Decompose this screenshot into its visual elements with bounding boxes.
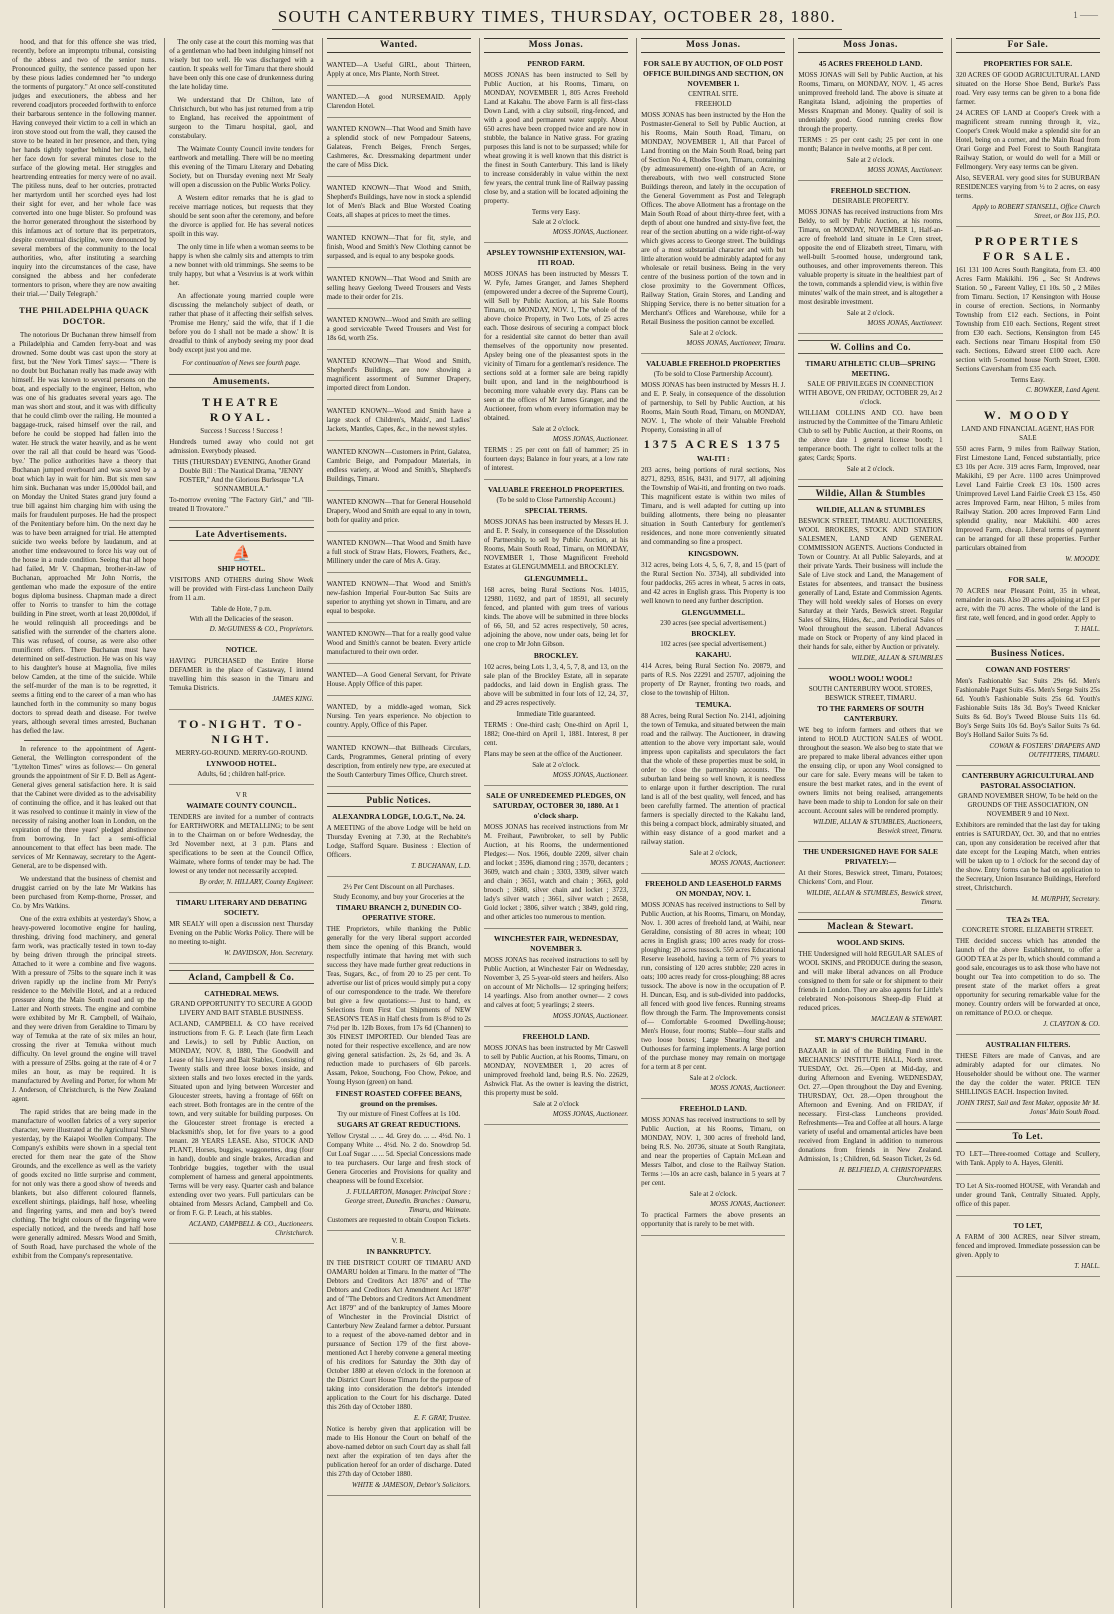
notice-ad bbox=[169, 643, 313, 710]
acland-body: ACLAND, CAMPBELL & CO have received instructions from F. G. P. Leach (late firm Leach and Lewis,) to sell by Public Auction, on MONDAY, NOV. 8, 1880, The Goodwill and Lease of his Livery and Bait Stables, Consisting of Twenty stalls and three loose boxes inside, and sixteen stalls and two loxes erected in the yards. Situated upon and lying between Worcester and Gloucester streets, having a frontage of 66ft on each street. Both frontages are in the centre of the town, and very suitable for building purposes. On the Gloucester street frontage is erected a blacksmith's shop, let for five years to a good tenant. 28 YEARS LEASE. Also, STOCK AND PLANT, Horses, buggies, waggonettes, drag (four in hand), double and single brakes, Arcadian and Tonbridge buggies, together with the usual complement of harness and general appointments. Terms will be very easy. Quarter cash and balance extending over two years. Full particulars can be obtained from Messrs Acland, Campbell and Co. or from F. G. P. Leach, at his stables. bbox=[169, 1020, 314, 1217]
temuka-signature: MOSS JONAS, Auctioneer. bbox=[710, 859, 786, 867]
privately-heading: THE UNDERSIGNED HAVE FOR SALE PRIVATELY:— bbox=[803, 847, 938, 866]
crown-monogram: V R bbox=[235, 791, 248, 799]
column-header-wanted: Wanted. bbox=[327, 38, 471, 53]
article-paragraph: In reference to the appointment of Agent-General, the Wellington correspondent of the "Lyttelton Times" wires as follows:— On general grounds the appointment of Sir F. D. Bell as Agent-General gives general satisfaction here. It is said that the Cabinet were divided as to the advisability of continuing the office, and it has leaked out that it was resolved to continue it mainly in view of the necessity of raising another loan in London, on the expiration of the three years' pledged abstinence from borrowing. In fact a semi-official announcement to that effect has been made. The services of Mr Kennaway, secretary to the Agent-General, are to be dispensed with. bbox=[12, 745, 157, 870]
freehold-45-terms: TERMS : 25 per cent cash; 25 per cent in one month; Balance in twelve months, at 8 per cent. bbox=[798, 136, 943, 153]
news-paragraph: We understand that Dr Chilton, late of Christchurch, but who has just returned from a trip to England, has received the appointment of surgeon to the Timaru hospital, gaol, and constabulary. bbox=[169, 96, 314, 140]
cooperative-store-ad bbox=[327, 880, 471, 1231]
theatre-ad bbox=[169, 391, 313, 521]
privately-signature: WILDIE, ALLAN & STUMBLES, Beswick street, Timaru. bbox=[806, 889, 943, 906]
section-title-to-let: To Let. bbox=[956, 1129, 1100, 1143]
agricultural-signature: M. MURPHY, Secretary. bbox=[1031, 895, 1100, 903]
wanted-ad bbox=[327, 699, 471, 737]
apsley-sale: Sale at 2 o'clock. bbox=[532, 425, 580, 433]
post-office-sale-ad bbox=[641, 57, 785, 354]
properties-2-signature: C. BOWKER, Land Agent. bbox=[1025, 386, 1100, 394]
kingsdown-body: 312 acres, being Lots 4, 5, 6, 7, 8, and 15 (part of the Rural Section No. 3734), all subdivided into four paddocks, 265 acres in wheat, 5 acres in oats, and 42 acres in English grass. This Property is too well known to need any further description. bbox=[641, 561, 786, 605]
valuable-sub: (To be sold to Close Partnership Account). bbox=[653, 370, 773, 378]
divider bbox=[24, 740, 144, 741]
cowan-signature: COWAN & FOSTERS' DRAPERS AND OUTFITTERS, TIMARU. bbox=[989, 742, 1100, 759]
bankruptcy-signature: E. F. GRAY, Trustee. bbox=[413, 1414, 471, 1422]
freehold-section-ad bbox=[798, 184, 942, 334]
terms-body: TERMS : One-third cash; One-third on April 1, 1882; One-third on April 1, 1881. Interest, 8 per cent. bbox=[483, 721, 629, 747]
wanted-text: WANTED KNOWN—That Wood and Smith are selling heavy Geelong Tweed Trousers and Vests made to their order for 21s. bbox=[326, 275, 471, 301]
tea-ad bbox=[956, 913, 1100, 1035]
theatre-evening: THIS (THURSDAY) EVENING, Another Grand Double Bill : The Nautical Drama, "JENNY FOSTER," And the Glorious Burlesque "LA SONNAMBULA." bbox=[172, 458, 311, 493]
agricultural-show: GRAND NOVEMBER SHOW, To be held on the GROUNDS OF THE ASSOCIATION, ON NOVEMBER 9 and 10 Next. bbox=[958, 792, 1098, 818]
column-4 bbox=[479, 38, 632, 1608]
leasehold-farms-ad bbox=[641, 877, 785, 1099]
wanted-text: WANTED KNOWN—Wood and Smith have a large stock of Children's, Maids', and Ladies' Jackets, Mantles, Capes, &c., in the newest styles. bbox=[326, 407, 471, 433]
tea-signature: J. CLAYTON & CO. bbox=[1043, 1020, 1100, 1028]
news-paragraph: The only time in life when a woman seems to be happy is when she calmly sits and attempts to trim a new bonnet with old trimmings. She seems to be truly happy, but what a Vesuvius is at work within her. bbox=[169, 243, 314, 287]
to-let-signature: T. HALL. bbox=[1074, 1262, 1100, 1270]
waimate-ad bbox=[169, 788, 313, 893]
cowan-fosters-ad bbox=[956, 663, 1100, 766]
theatre-heading: THEATRE ROYAL. bbox=[202, 395, 281, 424]
properties-apply: Apply to ROBERT STANSELL, Office Church Street, or Box 115, P.O. bbox=[972, 203, 1100, 220]
coffee-heading: FINEST ROASTED COFFEE BEANS, ground on the premises. bbox=[335, 1089, 462, 1108]
article-paragraph: One of the extra exhibits at yesterday's Show, a heavy-powered locomotive engine for hauling, threshing, driving food machinery, and general farm work, was practically tested in town to-day by being driven through the principal streets. Attached to it were a combine and five wagons. With a pressure of 75lbs to the square inch it was driven rapidly up the incline from Mr Perry's residence to the Melville Hotel, and at a reduced pressure along the Main South road and up the Latter and North streets. The engine and combine were exhibited by Mr R. Campbell, of Waihaio, and they were driven from Geraldine to Timaru by way of Temuka at the rate of six miles an hour, crossing the river at Temuka without much difficulty. On level ground the engine will travel with a pressure of 25lbs. going at the rate of 4 or 7 miles an hour, as may be required. It is manufactured by Aveling and Porter, for whom Mr J. Anderson, of Christchurch, is the New Zealand agent. bbox=[12, 915, 157, 1103]
maclean-ad bbox=[798, 936, 942, 1030]
wanted-ad bbox=[327, 667, 471, 696]
athletic-body: WILLIAM COLLINS AND CO. have been instructed by the Committee of the Timaru Athletic Club to sell by Public Auction, at their Rooms, on the above date 1 general license booth; 1 temperance booth. The right to collect tolls at the gates; Cards; Sports. bbox=[798, 409, 943, 462]
freehold-sale: Sale at 2 o'clock. bbox=[689, 1190, 738, 1198]
leasehold-signature: MOSS JONAS, Auctioneer. bbox=[710, 1084, 786, 1092]
bankruptcy-signature-2: WHITE & JAMESON, Debtor's Solicitors. bbox=[351, 1481, 471, 1489]
moody-heading: W. MOODY bbox=[983, 408, 1072, 422]
special-terms: SPECIAL TERMS. bbox=[524, 506, 588, 515]
wildie-ad bbox=[798, 503, 942, 669]
wool-to-farmers: TO THE FARMERS OF SOUTH CANTERBURY. bbox=[817, 704, 924, 723]
wildie-signature: WILDIE, ALLAN & STUMBLES bbox=[851, 654, 943, 662]
post-office-signature: MOSS JONAS, Auctioneer, Timaru. bbox=[686, 339, 786, 347]
leasehold-body: MOSS JONAS has received instructions to Sell by Public Auction, at his Rooms, Timaru, on Monday, Nov. 1. 300 acres of freehold land, at Waihi, near Geraldine, consisting of 80 acres in wheat; 100 acres in English grass; 100 acres ready for cross-ploughing; 20 acres tussock. 550 acres Educational Reserve leasehold, having a term of 7½ years to run, consisting of 120 acres stubble; 220 acres in oats; 100 acres ready for cross-ploughing; 88 acres tussock. The above is now in the occupation of P. H. Duncan, Esq, and is sub-divided into paddocks, all fenced with good live fences. Running streams flow through the Farm. The Improvements consist of— Comfortable 6-roomed Dwelling-house; Men's House, four rooms; Stable—four stalls and two loose boxes; Large Shearing Shed and Outhouses for farming implements. A large portion of the purchase money may remain on mortgage for a term at 8 per cent. bbox=[641, 901, 786, 1071]
athletic-sale: Sale at 2 o'clock. bbox=[846, 465, 895, 473]
article-paragraph: We understand that the business of chemist and druggist carried on by the late Mr Watkins has been purchased from Kemp-thorne, Prosser, and Co. by Mrs Watkins. bbox=[12, 875, 157, 910]
to-let-text: TO Let A Six-roomed HOUSE, with Verandah and under ground Tank, Centrally Situated. Apply, office of this paper. bbox=[955, 1182, 1100, 1208]
wool-signature: WILDIE, ALLAN & STUMBLES, Auctioneers, Beswick street, Timaru. bbox=[812, 818, 943, 835]
freehold-signature: MOSS JONAS, Auctioneer. bbox=[552, 1110, 629, 1118]
acres-banner: 1375 ACRES 1375 bbox=[643, 437, 783, 451]
for-sale-70-ad bbox=[956, 573, 1100, 640]
wanted-text: WANTED KNOWN—That for General Household Drapery, Wood and Smith are equal to any in town, both for quality and price. bbox=[326, 498, 471, 524]
valuable-heading: VALUABLE FREEHOLD PROPERTIES. bbox=[487, 485, 625, 494]
wanted-ad bbox=[327, 353, 471, 400]
column-header-moss-jonas: Moss Jonas. bbox=[484, 38, 628, 53]
agricultural-body: Exhibitors are reminded that the last day for taking entries is SATURDAY, Oct. 30, and that no entries can, upon any consideration be received after that date except for the Leaping Match, when entries will be taken up to 1 o'clock for the second day of the show. Entry forms can be had on application to the Secretary, Union Insurance Buildings, Hereford street, Christchurch. bbox=[955, 821, 1100, 892]
bankruptcy-heading: IN BANKRUPTCY. bbox=[366, 1247, 431, 1256]
cathedral-heading: CATHEDRAL MEWS. bbox=[204, 989, 279, 998]
valuable-heading: VALUABLE FREEHOLD PROPERTIES bbox=[646, 359, 781, 368]
wanted-ad bbox=[327, 271, 471, 309]
ship-hotel-delicacies: With all the Delicacies of the season. bbox=[189, 615, 294, 623]
section-title-late-ads: Late Advertisements. bbox=[169, 527, 313, 541]
agricultural-heading: CANTERBURY AGRICULTURAL AND PASTORAL ASSOCIATION. bbox=[961, 771, 1094, 790]
wanted-text: WANTED KNOWN—That Wood and Smith, Shepherd's Buildings, have now in stock a splendid lot of Men's Black and Blue Worsted Coating Coats, all shapes at prices to meet the times. bbox=[326, 184, 471, 219]
freehold-sale: Sale at 2 o'clock bbox=[533, 1100, 579, 1108]
properties-2-ad bbox=[956, 230, 1100, 401]
wanted-text: WANTED KNOWN—Customers in Print, Galatea, Cambric Beige, and Pompadour Materials, in endless variety, at Wood and Smith's, Shepherd's Buildings, Timaru. bbox=[326, 448, 471, 483]
properties-2-terms: Terms Easy. bbox=[1010, 376, 1045, 384]
coffee-body: Try our mixture of Finest Coffees at 1s 10d. bbox=[337, 1110, 461, 1118]
glengummell-body: 168 acres, being Rural Sections Nos. 14015, 12980, 11692, and part of 18591, all securely fenced, and planted with gum trees of various kinds. The above will be submitted in three blocks of 66, 50, and 52 acres respectively, 50 acres, adjoining the above, now under oats, being let for one crop to Mr John Gibson. bbox=[483, 586, 629, 648]
to-let-farm-ad bbox=[956, 1219, 1100, 1277]
waimate-signature: By order, N. HILLARY, County Engineer. bbox=[199, 878, 314, 886]
apsley-body: MOSS JONAS has been instructed by Messrs T. W. Pyfe, James Granger, and James Shepherd (empowered under a decree of the Supreme Court), will Sell by Public Auction, at his Sale Rooms Timaru, on MONDAY, NOV. 1, The whole of the above choice Property, in Two Lots, of 25 acres each. Those desirous of securing a compact block for a residential site cannot do better than avail themselves of the opportunity now presented. Apsley being one of the pleasantest spots in the vicinity of Timaru for a gentleman's residence. The sections sold at a former sale are being rapidly built upon, and land in the neighbourhood is becoming more valuable every day. Plans can be seen at the offices of Mr James Granger, and the Auctioneer, from whom every information may be obtained. bbox=[483, 270, 629, 422]
post-office-heading: FOR SALE BY AUCTION, OF OLD POST OFFICE BUILDINGS AND SECTION, ON NOVEMBER 1. bbox=[642, 59, 784, 88]
waimate-body: TENDERS are invited for a number of contracts for EARTHWORK and METALLING; to be sent in to the Chairman on or before Wednesday, the 3rd November next, at 3 p.m. Plans and specifications to be seen at the Council Office, Waimate, where forms of tender may be had. The lowest or any tender not necessarily accepted. bbox=[169, 813, 314, 875]
properties-24: 24 ACRES OF LAND at Cooper's Creek with a magnificent stream running through it, viz., Cooper's Creek Would make a splendid site for an Hotel, being on a corner, and the Main Road from Orari Gorge and Peel Forest to South Rangitata Railway Station, or would do well for a Mill or Fellmongery. Very easy terms can be given. bbox=[955, 109, 1100, 171]
freehold-heading: FREEHOLD LAND. bbox=[679, 1104, 747, 1113]
waimate-heading: WAIMATE COUNTY COUNCIL. bbox=[186, 801, 297, 810]
filters-ad bbox=[956, 1038, 1100, 1123]
ship-hotel-body: VISITORS AND OTHERS during Show Week will be provided with First-class Luncheon Daily from 11 a.m. bbox=[169, 576, 314, 602]
literary-ad bbox=[169, 896, 313, 964]
grand-opportunity: GRAND OPPORTUNITY TO SECURE A GOOD LIVERY AND BAIT STABLE BUSINESS. bbox=[170, 1000, 313, 1017]
freehold-land-ad bbox=[641, 1102, 785, 1236]
winchester-ad bbox=[484, 932, 628, 1027]
moody-signature: W. MOODY. bbox=[1065, 555, 1100, 563]
properties-320: 320 ACRES OF GOOD AGRICULTURAL LAND situated on the Horse Shoe Bend, Burke's Pass road. Very easy terms can be given to a bona fide farmer. bbox=[955, 71, 1100, 106]
freehold-heading: FREEHOLD LAND. bbox=[522, 1032, 590, 1041]
moody-body: 550 acres Farm, 9 miles from Railway Station, First Limestone Land, Fenced substantially, price £3 10s per Acre. 319 acres Farm, Improved, near Makikihi, £9 per Acre. 1100 acres Unimproved Level Land Fairlie Creek £3 10s. 1500 acres Unimproved Level Land Fairlie Creek £3 15s. 450 acres Improved Farm, near Hilton, 5 miles from Railway Station. 200 acres Improved Farm Lind splendid quality, near Makikihi. 400 acres Improved Farm, cheap. Liberal terms of payment can be arranged for all these properties. Further particulars obtained from bbox=[955, 445, 1100, 552]
brockley-heading: BROCKLEY. bbox=[533, 651, 579, 660]
alexandra-heading: ALEXANDRA LODGE, I.O.G.T., No. 24. bbox=[332, 812, 466, 821]
freehold-signature: MOSS JONAS, Auctioneer. bbox=[710, 1200, 786, 1208]
privately-ad bbox=[798, 845, 942, 913]
waiiti-body: 203 acres, being portions of rural sections, Nos 8271, 8293, 8516, 8431, and 9177, all adjoining the Township of Wai-iti, and fronting on two roads. This magnificent estate is within two miles of Timaru, and is well adapted for cutting up into building allotments, there being no pleasanter situation in South Canterbury for gentlemen's residences, and none more conveniently situated and commanding so fine a prospect. bbox=[641, 466, 786, 546]
lynwood-heading: LYNWOOD HOTEL. bbox=[206, 759, 277, 768]
tea-body: THE decided success which has attended the launch of the above Establishment, to offer a GOOD TEA at 2s per lb, which should command a good sale, encourages us to ask those who have not bought our Tea into competition to do so. The present state of the market offers a great opportunity for securing remarkable value for the money. Country orders will be forwarded at once, on remittance of P.O.O. or cheque. bbox=[955, 937, 1100, 1017]
discount-line: 2½ Per Cent Discount on all Purchases. bbox=[343, 883, 455, 891]
article-paragraph: The rapid strides that are being made in the manufacture of woollen fabrics of a very superior character, were illustrated at the Agricultural Show yesterday, by the Kaiapoi Woollen Company. The Company's exhibits were shown in a special tent erected for them near the gate of the Show Grounds, and the excellence as well as the variety of goods excited no little surprise and comment, for not only was there a good show of tweeds and blankets, but also different coloured flannels, excellent shirtings, plaidings, half hose, wheeling and fingering yarns, and men and boy's tweed clothing. The bright colours of the fingering were especially noticed, and the tweeds and half hose were generally admired. Messrs Wood and Smith, of South Road, have purchased the whole of the exhibit from the Company's representative. bbox=[12, 1108, 157, 1260]
literary-signature: W. DAVIDSON, Hon. Secretary. bbox=[224, 949, 314, 957]
wanted-ad bbox=[327, 535, 471, 573]
ship-hotel-heading: SHIP HOTEL. bbox=[217, 564, 266, 573]
column-1 bbox=[12, 38, 160, 1608]
sugars-body: Yellow Crystal ... ... 4d. Grey do. ... ... 4½d. No. 1 Company White ... 4½d. No. 2 do. Snowdrop 5d. Cut Loaf Sugar ... ... 5d. Special Concessions made to tea purchasers. Our large and fresh stock of Genera Groceries and Provisions for quality and cheapness will be found Excelsior. bbox=[326, 1132, 471, 1185]
temuka-sale: Sale at 2 o'clock, bbox=[689, 849, 738, 857]
ship-icon: ⛵ bbox=[231, 546, 252, 563]
to-let-body: A FARM of 300 ACRES, near Silver stream, fenced and improved. Immediate possession can be given. Apply to bbox=[955, 1233, 1100, 1259]
church-body: BAZAAR in aid of the Building Fund in the MECHANICS' INSTITUTE HALL, North street. TUESDAY, Oct. 26.—Open at Mid-day, and during Afternoon and Evening. WEDNESDAY, Oct. 27.—Open throughout the Day and Evening. THURSDAY, Oct. 28.—Open throughout the Afternoon and Evening. And on FRIDAY, if necessary. First-class Luncheons provided. Refreshments—Tea and Coffee at all hours. A large variety of useful and ornamental articles have been received from England in addition to numerous donations from friends in New Zealand. Admission, 1s ; Children, 6d. Season Ticket, 2s 6d. bbox=[798, 1047, 943, 1163]
kingsdown-heading: KINGSDOWN. bbox=[688, 549, 739, 558]
section-title-public-notices: Public Notices. bbox=[327, 793, 471, 807]
theatre-tomorrow: To-morrow evening "The Factory Girl," and "Ill-treated Il Trovatore." bbox=[169, 496, 314, 513]
freehold-section-signature: MOSS JONAS, Auctioneer. bbox=[867, 319, 943, 327]
wanted-ad bbox=[327, 312, 471, 350]
column-6 bbox=[793, 38, 946, 1608]
to-let-ad bbox=[956, 1178, 1100, 1216]
news-paragraph: The Waimate County Council invite tenders for earthwork and metalling. There will be no meeting this evening of the Timaru Literary and Debating Society, but on Thursday evening next Mr Sealy will open a discussion on the Public Works Policy. bbox=[169, 145, 314, 189]
wanted-text: WANTED KNOWN—That for fit, style, and finish, Wood and Smith's New Clothing cannot be surpassed, and is equal to any bespoke goods. bbox=[326, 234, 471, 260]
literary-heading: TIMARU LITERARY AND DEBATING SOCIETY. bbox=[175, 898, 308, 917]
bankruptcy-notice: Notice is hereby given that application will be made to His Honour the Court on behalf of the above-named debtor on such Court day as shall fall next after the expiration of ten days after the publication hereof for an order of discharge. Dated this 27th day of October 1880. bbox=[326, 1425, 471, 1478]
continuation-note: For continuation of News see fourth page. bbox=[182, 359, 301, 367]
moody-ad bbox=[956, 404, 1100, 570]
apsley-heading: APSLEY TOWNSHIP EXTENSION, WAI-ITI ROAD. bbox=[486, 248, 626, 267]
news-paragraph: An affectionate young married couple were discussing the melancholy subject of death, or rather that phase of it affecting their selfish selves. 'Promise me Henry,' said the wife, that if I die before you do I shall not be made a show.' It is dreadful to think of anybody seeing my poor dead body except just you and me. bbox=[169, 292, 314, 354]
penrod-terms: Terms very Easy. bbox=[531, 208, 581, 216]
wanted-ad bbox=[327, 494, 471, 532]
wanted-ad bbox=[327, 57, 471, 86]
alexandra-signature: T. BUCHANAN, L.D. bbox=[411, 862, 471, 870]
penrod-signature: MOSS JONAS, Auctioneer. bbox=[552, 228, 629, 236]
leasehold-heading: FREEHOLD AND LEASEHOLD FARMS ON MONDAY, NOV. 1. bbox=[645, 879, 782, 898]
penrod-heading: PENROD FARM. bbox=[527, 59, 585, 68]
lynwood-body: Adults, 6d ; children half-price. bbox=[197, 770, 286, 778]
section-title-maclean: Maclean & Stewart. bbox=[798, 919, 942, 933]
church-heading: ST. MARY'S CHURCH TIMARU. bbox=[814, 1035, 927, 1044]
valuable-properties-ad bbox=[484, 483, 628, 786]
filters-signature: JOHN TRIST, Sail and Tent Maker, opposite Mr M. Jonas' Main South Road. bbox=[956, 1099, 1100, 1116]
ship-hotel-ad bbox=[169, 544, 313, 640]
freehold-land-ad bbox=[484, 1030, 628, 1125]
theatre-success: Success ! Success ! Success ! bbox=[200, 427, 283, 435]
crown-monogram: V. R. bbox=[391, 1237, 406, 1245]
tonight-heading: TO-NIGHT. TO-NIGHT. bbox=[178, 717, 305, 746]
penrod-sale: Sale at 2 o'clock. bbox=[532, 218, 580, 226]
brockley-heading: BROCKLEY. bbox=[691, 629, 736, 638]
wildie-heading: WILDIE, ALLAN & STUMBLES bbox=[815, 505, 926, 514]
bankruptcy-body: IN THE DISTRICT COURT OF TIMARU AND OAMARU holden at Timaru. In the matter of "The Debtors and Creditors Act 1876" and of "The Debtors and Creditors Act Amendment Act 1878" and of "The Debtors and Creditors Act Amendment Act 1879" and of the bankruptcy of James Moore of Winchester in the Provincial District of Canterbury New Zealand farmer a debtor. Pursuant to a request of the above-named debtor and in pursuance of Section 179 of the first above-mentioned Act I hereby convene a general meeting of his creditors for Saturday the 30th day of October 1880 at eleven o'clock in the forenoon at the District Court House Timaru for the purpose of taking into consideration the debtor's intended application to the Court for his discharge. Dated this 26th day of October 1880. bbox=[326, 1259, 471, 1411]
freehold-45-sale: Sale at 2 o'clock. bbox=[846, 156, 895, 164]
acland-ad bbox=[169, 987, 313, 1244]
freehold-section-sale: Sale at 2 o'clock. bbox=[846, 309, 895, 317]
leasehold-sale: Sale at 2 o'clock. bbox=[689, 1074, 738, 1082]
sale-time: Sale at 2 o'clock. bbox=[532, 761, 580, 769]
freehold-section-body: MOSS JONAS has received instructions from Mrs Beldy, to sell by Public Auction, at his rooms, Timaru, on MONDAY, NOVEMBER 1, Half-an-acre of freehold land situate in Le Cren street, opposite the end of Elizabeth street, Timaru, with well-built 5-roomed house, underground tank, outhouses, and other improvements thereon. This valuable property is situate in the healthiest part of the town, commands a splendid view, is within five minutes' walk of the main street, and is altogether a most desirable investment. bbox=[798, 208, 943, 306]
column-5 bbox=[636, 38, 789, 1608]
economy-line: Study Economy, and buy your Groceries at the bbox=[333, 893, 465, 901]
freehold-practical: To practical Farmers the above presents an opportunity that is rarely to be met with. bbox=[641, 1211, 786, 1228]
for-sale-body: 70 ACRES near Pleasant Point, 35 in wheat, remainder in oats. Also 20 acres adjoining at £3 per acre, with the 70 acres. The whole of the land is first rate, well fenced, and in good order. Apply to bbox=[955, 587, 1100, 622]
wanted-text: WANTED.—A good NURSEMAID. Apply Clarendon Hotel. bbox=[326, 93, 471, 110]
glengummell-heading: GLENGUMMELL. bbox=[524, 574, 588, 583]
central-site: CENTRAL SITE. bbox=[688, 90, 739, 98]
cowan-body: Men's Fashionable Sac Suits 29s 6d. Men's Fashionable Paget Suits 45s. Men's Serge Suits 25s 6d. Youth's Fashionable Suits 25s 6d. Youth's Fashionable Suits 18s 3d. Boy's Tweed Knicker Suits 8s 6d. Boy's Tweed Blouse Suits 11s 6d. Boy's Serge Suits 10s 6d. Boy's Sailor Suits 7s 6d. Boy's Holland Sailor Suits 7s 6d. bbox=[955, 677, 1100, 739]
wanted-ad bbox=[327, 89, 471, 118]
coupon-line: Customers are requested to obtain Coupon Tickets. bbox=[327, 1216, 471, 1224]
wanted-text: WANTED—A Useful GIRL, about Thirteen, Apply at once, Mrs Plante, North Street. bbox=[326, 61, 471, 78]
athletic-heading: TIMARU ATHLETIC CLUB—SPRING MEETING. bbox=[805, 359, 936, 378]
to-let-text: TO LET—Three-roomed Cottage and Scullery, with Tank. Apply to A. Hayes, Gleniti. bbox=[955, 1150, 1100, 1167]
acland-signature: ACLAND, CAMPBELL & CO., Auctioneers. Christchurch. bbox=[188, 1220, 314, 1237]
column-header-moss-jonas: Moss Jonas. bbox=[798, 38, 942, 53]
freehold-45-signature: MOSS JONAS, Auctioneer. bbox=[867, 166, 943, 174]
apsley-terms: TERMS : 25 per cent on fall of hammer; 25 in fourteen days; Balance in four years, at a low rate of interest. bbox=[483, 446, 629, 472]
winchester-heading: WINCHESTER FAIR, WEDNESDAY, NOVEMBER 3. bbox=[493, 934, 619, 953]
maclean-body: THE Undersigned will hold REGULAR SALES of WOOL SKINS, and PRODUCE during the season, and will make liberal advances on all Produce consigned to them for sale or for shipment to their friends in London. They are also agents for Little's celebrated Non-poisonous Sheep-dip Fluid at reduced prices. bbox=[798, 950, 943, 1012]
wanted-text: WANTED KNOWN—That Wood and Smith, Shepherd's Buildings, are now showing a magnificent assortment of Summer Drapery, imported direct from London. bbox=[326, 357, 471, 392]
notice-signature: JAMES KING. bbox=[272, 695, 314, 703]
properties-2-body: 161 131 100 Acres South Rangitata, from £3. 400 Acres Farm Makikihi. 196 „ Sec St Andrews Station. 50 „ Fareent Valley, £1 10s. 50 „ 2 Miles from Timaru. Section, 17 Kensington with House in course of erection. Sections, in Normanby Township from £12 each. Sections, in Point Township from £10 each. Sections, Regent street from £30 each. Sections, Kensington from £45 each. Sections near Timaru Hospital from £50 each. Sections, Edward street £100 each. Acre section with 5-roomed house North Street, £300. Sections Caversham from £35 each. bbox=[955, 266, 1100, 373]
pledges-ad bbox=[484, 789, 628, 929]
wanted-text: WANTED KNOWN—That Wood and Smith have a splendid stock of new Pompadour Sateens, Galateas, French Beiges, French Serges, Cashmeres, &c. Dressmaking department under the care of Miss Dick. bbox=[326, 125, 471, 169]
ship-hotel-signature: D. McGUINESS & CO., Proprietors. bbox=[209, 625, 314, 633]
kakahu-heading: KAKAHU. bbox=[695, 650, 732, 659]
freehold-45-body: MOSS JONAS will Sell by Public Auction, at his Rooms, Timaru, on MONDAY, NOV. 1, 45 acres unimproved freehold land. The above is situate at Rangitata Island, adjoining the properties of Messrs Knapman and Money. Quality of soil is undeniably good. Good running creeks flow through the property. bbox=[798, 71, 943, 133]
ship-hotel-table: Table de Hote, 7 p.m. bbox=[211, 605, 272, 613]
alexandra-lodge-ad bbox=[327, 810, 471, 877]
section-title-business: Business Notices. bbox=[956, 646, 1100, 660]
title-guaranteed: Immediate Title guaranteed. bbox=[516, 710, 596, 718]
glengummell-body: 230 acres (see special advertisement.) bbox=[660, 619, 767, 627]
post-office-sale: Sale at 2 o'clock. bbox=[689, 329, 738, 337]
wanted-ad bbox=[327, 740, 471, 787]
article-headline: THE PHILADELPHIA QUACK DOCTOR. bbox=[19, 305, 150, 326]
filters-heading: AUSTRALIAN FILTERS. bbox=[985, 1040, 1071, 1049]
alexandra-body: A MEETING of the above Lodge will be held on Thursday Evening at 7.30, at the Rechabite's Lodge, Stafford Square. Business : Election of Officers. bbox=[326, 824, 471, 859]
church-signature: H. BELFIELD, A. CHRISTOPHERS. Churchwardens. bbox=[838, 1166, 943, 1183]
pledges-heading: SALE OF UNREDEEMED PLEDGES, ON SATURDAY, OCTOBER 30, 1880. At 1 o'clock sharp. bbox=[486, 791, 626, 820]
dunedin-heading: TIMARU BRANCH 2, DUNEDIN CO-OPERATIVE STORE. bbox=[335, 903, 462, 922]
article-paragraph: hood, and that for this offence she was tried, recently, before an impromptu tribunal, consisting of the abbess and two of the senior nuns. Pronounced guilty, the sentence passed upon her by these pious ladies condemned her "to undergo the torments of purgatory." At once self-constituted judges and executioners, the abbess and her reverend coadjutors proceeded forthwith to enforce their barbarous sentence in the following manner. Having conveyed their victim to a cell in which an iron stove stood out from the wall, they caused the stove to be heated in her presence, and then, tying her hands tightly together behind her back, held her face down for several minutes close to the surface of the glowing metal. Her struggles and heartrending entreaties for mercy were of no avail. The pitiless nuns, deaf to her outcries, protracted her martyrdom until her scorched eyes had lost their sight for ever, and her whole face was converted into one huge blister. So profound was the horror generated throughout the sisterhood by this infamous act of torture that its perpetrators, despite conventual discipline, were denounced by several members of the community to the local authorities, who, after instituting a searching inquiry into the circumstances of the case, have consigned the abbess and her confederate tormentors to prison, where they are now awaiting their trial.—' Daily Telegraph.' bbox=[12, 38, 157, 298]
plans-note: Plans may be seen at the office of the Auctioneer. bbox=[483, 750, 623, 758]
wanted-ad bbox=[327, 230, 471, 268]
section-title-collins: W. Collins and Co. bbox=[798, 340, 942, 354]
theatre-body: Hundreds turned away who could not get admission. Everybody pleased. bbox=[169, 438, 314, 455]
valuable-body: MOSS JONAS has been instructed by Messrs H. J. and E. P. Sealy, in consequence of the dissolution of partnership, to Sell by Public Auction, at his Rooms, Main South Road, Timaru, on MONDAY, NOV. 1, The whole of their Valuable Freehold Property, Consisting in all of bbox=[641, 381, 786, 434]
columns bbox=[12, 38, 1104, 1608]
properties-ad bbox=[956, 57, 1100, 227]
freehold-body: MOSS JONAS has received instructions to sell by Public Auction, at his Rooms, Timaru, on MONDAY, NOV. 1, 300 acres of freehold land, being R.S. No. 20736, situate at South Rangitata, and near the properties of Captain McLean and Messrs Talbot, and close to the Railway Station. Terms :—10s an acre cash, balance in 5 years at 7 per cent. bbox=[641, 1116, 786, 1187]
notice-body: HAVING PURCHASED the Entire Horse DEFAMER in the place of Castaway, I intend travelling him this season in the Timaru and Temuka Districts. bbox=[169, 657, 314, 692]
temuka-heading: TEMUKA. bbox=[695, 700, 732, 709]
wanted-ad bbox=[327, 626, 471, 664]
properties-heading: PROPERTIES FOR SALE. bbox=[983, 59, 1073, 68]
merry-go-round-line: MERRY-GO-ROUND. MERRY-GO-ROUND. bbox=[175, 749, 308, 757]
freehold-45-heading: 45 ACRES FREEHOLD LAND. bbox=[818, 59, 923, 68]
properties-2-heading: PROPERTIES FOR SALE. bbox=[974, 234, 1081, 263]
column-header-for-sale: For Sale. bbox=[956, 38, 1100, 53]
filters-body: THESE Filters are made of Canvas, and are admirably adapted for our climates. No Householder should be without one. The warmer the day the colder the water. PRICE TEN SHILLINGS EACH. Inspection Invited. bbox=[955, 1052, 1100, 1096]
maclean-signature: MACLEAN & STEWART. bbox=[871, 1015, 943, 1023]
winchester-body: MOSS JONAS has received instructions to sell by Public Auction, at Winchester Fair on Wednesday, November 3, 25 5-year-old steers and heifers. Also on account of Mr Nicholls— 12 springing heifers; 14 yearlings. Also from another owner— 2 cows and calves at foot; 5 yearlings; 2 steers. bbox=[483, 956, 629, 1009]
wanted-text: WANTED KNOWN—That for a really good value Wood and Smith's cannot be beaten. Every article manufactured to their own order. bbox=[326, 630, 471, 656]
glengummell-heading: GLENGUMMELL. bbox=[681, 608, 746, 617]
wanted-text: WANTED KNOWN—That Wood and Smith have a full stock of Straw Hats, Flowers, Feathers, &c., Millinery under the care of Mrs A. Gray. bbox=[326, 539, 471, 565]
masthead bbox=[0, 0, 1114, 34]
section-title-amusements: Amusements. bbox=[169, 374, 313, 388]
church-bazaar-ad bbox=[798, 1033, 942, 1190]
news-paragraph: A Western editor remarks that he is glad to receive marriage notices, but requests that they should be sent soon after the ceremony, and before the divorce is applied for. He has several notices spoilt in this way. bbox=[169, 194, 314, 238]
corner-mark: 1 —— bbox=[1073, 10, 1098, 20]
desirable-property: DESIRABLE PROPERTY. bbox=[832, 197, 909, 205]
penrod-body: MOSS JONAS has been instructed to Sell by Public Auction, at his Rooms, Timaru, on MONDAY, NOVEMBER 1, 805 Acres Freehold Land at Kakahu. The above Farm is all first-class Down Land, with a clay subsoil, ring-fenced, and with a good and permanent water supply. About 650 acres have been cropped twice and are now in stubble, the balance in Native grass. For grazing purposes this land is not to be surpassed; while for wheat growing it is well known that this district is the finest in South Canterbury. This land is likely to increase considerably in value within the next few years, the central trunk line of Railway passing close by, and a station will be located adjoining the property. bbox=[483, 71, 629, 205]
wanted-ad bbox=[327, 444, 471, 491]
news-paragraph: The only case at the court this morning was that of a gentleman who had been indulging himself not wisely but too well. He was discharged with a caution. It speaks well for Timaru that there should have been only this one case of drunkenness during the late holiday time. bbox=[169, 38, 314, 91]
section-title-acland: Acland, Campbell & Co. bbox=[169, 970, 313, 984]
freehold-45-ad bbox=[798, 57, 942, 181]
cowan-heading: COWAN AND FOSTERS' bbox=[985, 665, 1071, 674]
column-2 bbox=[164, 38, 317, 1608]
freehold-section-heading: FREEHOLD SECTION. bbox=[830, 186, 911, 195]
athletic-sub: SALE OF PRIVILEGES IN CONNECTION WITH ABOVE, ON FRIDAY, OCTOBER 29, At 2 o'clock. bbox=[798, 380, 943, 406]
temuka-body: 88 Acres, being Rural Section No. 2141, adjoining the town of Temuka, and situated between the main road and the railway. The Auctioneer, in drawing attention to the above very important sale, would impress upon capitalists and speculators the fact that the whole of these properties must be sold, in order to close the partnership accounts. The suburban land being so well known, it is needless to enlarge upon it further description. The rural land is all of the best quality, well fenced, and has been carefully farmed. The attention of practical farmers is specially directed to the Kakahu land, this being a compact block, admirably situated, and within easy distance of a good market and a railway station. bbox=[641, 712, 786, 846]
agricultural-ad bbox=[956, 769, 1100, 910]
for-sale-heading: FOR SALE, bbox=[1008, 575, 1048, 584]
bankruptcy-ad bbox=[327, 1234, 471, 1496]
wool-body: WE beg to inform farmers and others that we intend to HOLD AUCTION SALES of WOOL throughout the season. We also beg to state that we are prepared to make liberal advances either upon the ensuing clip, or upon any Wool consigned to our care for sale. Every means will be taken to ensure the best market rates, and in the event of owners limits not being realised, arrangements have been made to ship to London for sale on their account. Account sales will be rendered promptly. bbox=[798, 726, 943, 815]
merry-go-round-ad bbox=[169, 713, 313, 785]
apsley-signature: MOSS JONAS, Auctioneer. bbox=[552, 435, 629, 443]
freehold-body: MOSS JONAS has been instructed by Mr Caswell to sell by Public Auction, at his Rooms, Timaru, on MONDAY, NOVEMBER 1, 20 acres of unimproved freehold land, being R.S. No. 22629, Ashwick Flat. As the owner is leaving the district, this property must be sold. bbox=[483, 1044, 629, 1097]
column-header-moss-jonas: Moss Jonas. bbox=[641, 38, 785, 53]
valuable-sub: (To be sold to Close Partnership Account.) bbox=[496, 496, 616, 504]
dunedin-body: THE Proprietors, while thanking the Public generally for the very liberal support accorded them since the opening of this Branch, would respectfully intimate that having met with such success they have made further great reductions in Teas, Sugars, &c., of from 20 to 25 per cent. To advertise our list of prices would simply put a copy of our correspondence to the trade. We therefore but give a few quotations:— Just to hand, ex Selections from First Cut Shipments of NEW SEASON'S TEAS in Half chests from 1s 8½d to 2s 7½d per lb. 12lb Boxes, from 17s 6d (Channen) to 30s FINEST IMPORTED. Our blended Teas are noted for their respective excellence, and are now giving general satisfaction. 2s, 2s 6d, and 3s. A reduction made to purchasers of 6lb parcels. Assam, Pekoe, Souchong, Foo Chow, Pekoe, and Young Hyson (green) on hand. bbox=[326, 925, 471, 1086]
waiiti-heading: WAI-ITI : bbox=[696, 454, 730, 463]
properties-several: Also, SEVERAL very good sites for SUBURBAN RESIDENCES varying from ½ to 2 acres, on easy terms. bbox=[955, 174, 1100, 200]
athletic-club-ad bbox=[798, 357, 942, 480]
column-3 bbox=[322, 38, 475, 1608]
wanted-text: WANTED KNOWN—That Wood and Smith's new-fashion Imperial Four-button Sac Suits are superior to anything yet shown in Timaru, and are equal to bespoke. bbox=[326, 580, 471, 615]
wool-stores: SOUTH CANTERBURY WOOL STORES, BESWICK STREET, TIMARU. bbox=[808, 685, 933, 702]
wanted-ad bbox=[327, 121, 471, 177]
section-title-wildie: Wildie, Allan & Stumbles bbox=[798, 486, 942, 500]
literary-body: MR SEALY will open a discussion next Thursday Evening on the Public Works Policy. There will be no meeting to-night. bbox=[169, 920, 314, 946]
wanted-text: WANTED, by a middle-aged woman, Sick Nursing. Ten years experience. No objection to country. Apply, Office of this Paper. bbox=[326, 703, 471, 729]
column-7 bbox=[951, 38, 1104, 1608]
wool-ad bbox=[798, 672, 942, 842]
sugars-signature: J. FULLARTON, Manager. Principal Store : George street, Dunedin. Branches : Oamaru, Timaru, and Waimate. bbox=[344, 1188, 471, 1214]
wanted-text: WANTED KNOWN—Wood and Smith are selling a good serviceable Tweed Trousers and Vest for 18s 6d, worth 25s. bbox=[326, 316, 471, 342]
brockley-body: 102 acres (see special advertisement.) bbox=[660, 640, 767, 648]
privately-body: At their Stores, Beswick street, Timaru, Potatoes; Chickens' Corn, and Flour. bbox=[798, 869, 943, 886]
kakahu-body: 414 Acres, being Rural Section No. 20879, and parts of R.S. Nos 22291 and 25707, adjoining the property of Dr Rayner, fronting two roads, and close to the township of Hilton. bbox=[641, 662, 786, 697]
wanted-ad bbox=[327, 180, 471, 227]
freehold-label: FREEHOLD bbox=[694, 100, 732, 108]
brockley-body: 102 acres, being Lots 1, 3, 4, 5, 7, 8, and 13, on the sale plan of the Brockley Estate, all in separate paddocks, and laid down in English grass. The above will be submitted in four lots of 12, 24, 37, and 29 acres respectively. bbox=[483, 663, 629, 707]
wanted-ad bbox=[327, 403, 471, 441]
apsley-ad bbox=[484, 246, 628, 480]
maclean-heading: WOOL AND SKINS. bbox=[836, 938, 905, 947]
to-let-heading: TO LET, bbox=[1013, 1221, 1043, 1230]
wanted-text: WANTED—A Good General Servant, for Private House. Apply Office of this paper. bbox=[326, 671, 471, 688]
wildie-body: BESWICK STREET, TIMARU. AUCTIONEERS, WOOL BROKERS, STOCK AND STATION SALESMEN, LAND AND GENERAL COMMISSION AGENTS. Auctions Conducted in Town or Country. At all Public Saleyards, and at their private Yards. Their business will include the Sale of Live stock and Land, the Management of Estates for absentees, and transact the business generally of Land, Estate and Commission Agents. They will hold weekly sales of Horses on every Saturday at their Yards, Beswick street. Regular Sales of Skins, Hides, &c., and Periodical Sales of Wool throughout the season. Liberal Advances made on Stock or Property of any kind placed in their hands for sale, either by Auction or privately. bbox=[798, 517, 943, 651]
sugars-heading: SUGARS AT GREAT REDUCTIONS. bbox=[337, 1120, 461, 1129]
concrete-store: CONCRETE STORE. ELIZABETH STREET. bbox=[962, 926, 1094, 934]
wool-heading: WOOL! WOOL! WOOL! bbox=[828, 674, 913, 683]
moody-sub: LAND AND FINANCIAL AGENT, HAS FOR SALE bbox=[961, 425, 1095, 442]
winchester-signature: MOSS JONAS, Auctioneer. bbox=[552, 1012, 629, 1020]
tea-heading: TEA 2s TEA. bbox=[1006, 915, 1050, 924]
wanted-ad bbox=[327, 576, 471, 623]
post-office-body: MOSS JONAS has been instructed by the Hon the Postmaster-General to Sell by Public Auction, at his Rooms, Main South Road, Timaru, on MONDAY, NOVEMBER 1, All that Parcel of Land fronting on the Main South Road, being part of Section No 4, Rhodes Town, Timaru, containing (by admeasurement) one-eighth of an Acre, or thereabouts, with two well constructed Stone Buildings thereon, and lately in the occupation of the General Government as Post and Telegraph Offices. The above Allotment has a frontage on the Main South Road of about thirty-three feet, with a depth of about one hundred and sixty-five feet, the rear of the section abutting on a wide right-of-way which gives access to George street. The buildings are of a most substantial character and with but little alteration would be admirably adapted for any wholesale or retail business. Being in the very centre of the business portion of the town and in close proximity to the Government Offices, Railway Station, Grain Stores, and Landing and Shipping Service, there is no better situation for a Merchant's Offices and Warehouse, while for a Retail Business the position cannot be excelled. bbox=[641, 111, 786, 326]
notice-heading: NOTICE. bbox=[225, 645, 258, 654]
pledges-body: MOSS JONAS has received instructions from Mr M. Freihaut, Pawnbroker, to sell by Public Auction, at his Rooms, the undermentioned Pledges:— Nos. 1966, double 2209, silver chain and locket ; 3596, diamond ring ; 3570, decanters ; 3609, watch and chain ; 3303, 3309, silver watch and chain ; 3651, watch and chain ; 3663, gold brooch ; 3680, silver chain and locket ; 3723, lady's silver watch ; 3661, silver watch ; 2658, Gold locket ; 3806, silver watch ; 3849, gold ring, and other articles too numerous to mention. bbox=[483, 823, 629, 921]
penrod-farm-ad bbox=[484, 57, 628, 243]
to-let-ad bbox=[956, 1146, 1100, 1175]
article-paragraph: The notorious Dr Buchanan threw himself from a Philadelphia and Camden ferry-boat and was drowned. Some doubt was cast upon the story at first, but the 'New York Times' says:— "There is no doubt but Buchanan really has made away with himself. He was known to several persons on the boat, and especially to the engineer, Helton, who was one of his graduates several years ago. The man was short and stout, and it was with difficulty that he could climb over the railing. He mounted a baggage-truck, raised himself over the rail, and before he could be stopped had fallen into the water. He struck the water heavily, and as he went over the rail all that could be heard was 'Good-bye.' The police authorities have a theory that Buchanan jumped overboard and was saved by a boat which lay in wait for him. But six men saw him sink. Buchanan was under 15,000dol bail, and on Monday the United States grand jury found a true bill against him charging him with using the mails for fraudulent purposes. He had the prospect of the Penitentiary before him. On the next day he was to have been arraigned for trial. He attempted suicide two weeks before by laudanum, and at another time endeavoured to force his way out of the house in a nude condition. Seeing that all hope had failed, Mr V. Chapman, brother-in-law of Buchanan, approached Mr John Norris, the gentleman who made the exposure of the entire bogus diploma business. Chapman made a direct offer to Norris to transfer to him the cottage building in Pine street, worth at least 20,000dol, if he would relinquish all proceedings and be satisfied with the surrender of the charters alone. This was refused, of course, as were also other munificent offers. There Buchanan must have determined on self-destruction. He was on his way to his daughter's house at Magnolia, five miles below Camden, at the time of the suicide. While the self-murder of the man is to be regretted, it seems a fitting end to the career of a man who has launched forth in the community so many bogus doctors to spread death and disease. For twelve years, although several times arrested, Buchanan has defied the law. bbox=[12, 331, 157, 735]
valuable-body: MOSS JONAS has been instructed by Messrs H. J. and E. P. Sealy, in consequence of the Dissolution of Partnership, to sell by Public Auction, at his Rooms, Main South Road, Timaru, on MONDAY, NOVEMBER 1, Those Magnificent Freehold Estates at GLENGUMMELL and BROCKLEY. bbox=[483, 518, 629, 571]
masthead-title: SOUTH CANTERBURY TIMES, THURSDAY, OCTOBER 28, 1880. bbox=[272, 5, 843, 30]
wanted-text: WANTED KNOWN—that Billheads Circulars, Cards, Programmes, General printing of every description, from entirely new type, are executed at the South Canterbury Times Office, Church street. bbox=[326, 744, 471, 779]
for-sale-signature: T. HALL. bbox=[1074, 625, 1100, 633]
valuable-signature: MOSS JONAS, Auctioneer. bbox=[552, 771, 629, 779]
valuable-freehold-ad bbox=[641, 357, 785, 874]
